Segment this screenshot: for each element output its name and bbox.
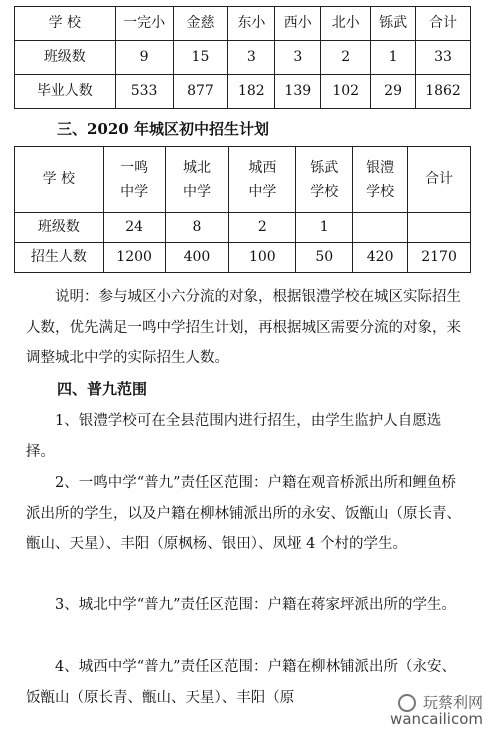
table-cell: 3 [275, 41, 321, 75]
table-cell [353, 213, 408, 243]
note-paragraph: 说明：参与城区小六分流的对象，根据银澧学校在城区实际招生人数，优先满足一鸣中学招生计划，再根据城区需要分流的对象，来调整城北中学的实际招生人数。 [26, 289, 461, 366]
watermark-text: 玩蔡利网 [422, 693, 483, 712]
table-header-cell: 北小 [321, 7, 371, 41]
table-cell: 15 [173, 41, 228, 75]
list-item: 3、城北中学“普九”责任区范围：户籍在蒋家坪派出所的学生。 [55, 597, 457, 613]
table-row [15, 41, 471, 75]
table-cell: 33 [416, 41, 471, 75]
table-cell: 29 [371, 75, 416, 109]
table-header-cell: 一鸣中学 [103, 147, 165, 213]
table-cell: 877 [173, 75, 228, 109]
table-cell: 2 [321, 41, 371, 75]
table-cell: 1200 [103, 243, 165, 273]
section-heading: 四、普九范围 [57, 380, 148, 398]
table-cell: 1862 [416, 75, 471, 109]
table-cell: 24 [103, 213, 165, 243]
table-cell: 1 [296, 213, 353, 243]
table-cell: 3 [228, 41, 275, 75]
table-header-cell: 城西中学 [229, 147, 296, 213]
table-cell: 533 [115, 75, 173, 109]
table-cell: 139 [275, 75, 321, 109]
table-cell: 8 [165, 213, 229, 243]
table-row [15, 75, 471, 109]
table-row [15, 243, 471, 273]
table-cell: 50 [296, 243, 353, 273]
table-row [15, 147, 471, 213]
table-header-cell: 学 校 [15, 147, 104, 213]
table-row [15, 7, 471, 41]
watermark-domain: wancailicom [390, 710, 483, 728]
table-cell: 2 [229, 213, 296, 243]
table-row [15, 213, 471, 243]
table-cell: 2170 [408, 243, 471, 273]
table-cell: 毕业人数 [15, 75, 116, 109]
table-header-cell: 铄武 [371, 7, 416, 41]
table-cell: 182 [228, 75, 275, 109]
table-cell: 9 [115, 41, 173, 75]
table-header-cell: 金慈 [173, 7, 228, 41]
table-cell: 班级数 [15, 41, 116, 75]
table-cell: 420 [353, 243, 408, 273]
table-cell: 100 [229, 243, 296, 273]
table-cell: 1 [371, 41, 416, 75]
table-header-cell: 西小 [275, 7, 321, 41]
list-item: 2、一鸣中学“普九”责任区范围：户籍在观音桥派出所和鲤鱼桥派出所的学生，以及户籍在柳林铺派出所的永安、饭甑山（原长青、甑山、天星）、丰阳（原枫杨、银田）、凤垭 4 个村的学生。 [26, 475, 461, 552]
table-cell: 102 [321, 75, 371, 109]
table-header-cell: 学 校 [15, 7, 116, 41]
enrollment-plan-table [14, 146, 471, 273]
graduates-table [14, 6, 471, 109]
list-item: 1、银澧学校可在全县范围内进行招生，由学生监护人自愿选择。 [26, 413, 442, 460]
table-header-cell: 银澧学校 [353, 147, 408, 213]
table-header-cell: 东小 [228, 7, 275, 41]
table-cell: 班级数 [15, 213, 104, 243]
table-header-cell: 合计 [408, 147, 471, 213]
table-header-cell: 城北中学 [165, 147, 229, 213]
table-cell [408, 213, 471, 243]
list-item: 4、城西中学“普九”责任区范围：户籍在柳林铺派出所（永安、饭甑山（原长青、甑山、天星）、丰阳（原 [26, 659, 457, 706]
table-cell: 招生人数 [15, 243, 104, 273]
watermark [390, 694, 483, 727]
section-heading: 三、2020 年城区初中招生计划 [57, 120, 269, 138]
table-cell: 400 [165, 243, 229, 273]
table-header-cell: 合计 [416, 7, 471, 41]
table-header-cell: 一完小 [115, 7, 173, 41]
table-header-cell: 铄武学校 [296, 147, 353, 213]
